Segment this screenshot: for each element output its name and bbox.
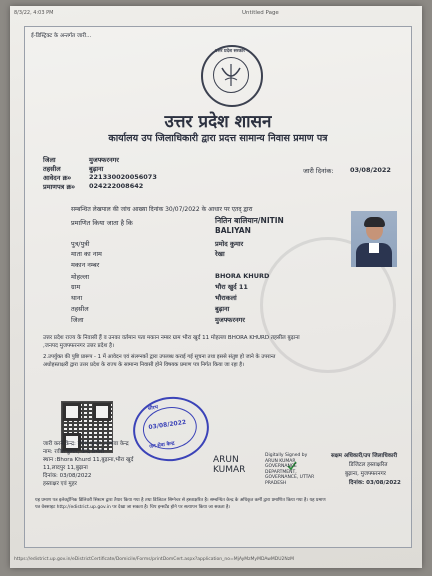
field-value-parent: प्रमोद कुमार	[215, 240, 244, 248]
field-label-district: जिला	[71, 316, 84, 324]
stamp-date: 03/08/2022	[148, 418, 187, 432]
residence-paragraph: उत्तर प्रदेश राज्य के निवासी हैं व उनका वर्तमान पता मकान नम्बर ग्राम भौरा खुर्द 11 मोहल्ला BHORA KHURD तहसील बुढ़ाना	[43, 335, 300, 341]
confirmation-paragraph-cont: अधोहस्ताक्षरी द्वारा उत्तर प्रदेश के राज्य के सामान्य निवासी होने विषयक प्रमाण पत्र निर्गत किया जा रहा है।	[43, 362, 245, 368]
field-label-village: ग्राम	[71, 283, 81, 291]
applicant-line-6: हस्ताक्षर एवं मुहर	[43, 481, 77, 487]
officer-line-4: दिनांक: 03/08/2022	[349, 480, 401, 486]
holder-photo	[351, 211, 397, 267]
officer-line-3: बुढ़ाना, मुजफ्फरनगर	[345, 471, 386, 477]
holder-name-line1: नितिन बालियान/NITIN	[215, 216, 284, 225]
emblem-text: उत्तर प्रदेश सरकार	[215, 49, 245, 54]
info-value-application-no: 221330020056073	[89, 173, 157, 181]
applicant-line-3: स्थान :Bhora Khurd 11,बुढ़ाना,भौरा खुर्द	[43, 457, 134, 463]
print-timestamp: 8/3/22, 4:03 PM	[14, 10, 54, 16]
issue-date-label: जारी दिनांक:	[303, 167, 334, 175]
field-value-district: मुजफ्फरनगर	[215, 316, 245, 324]
info-label-certificate-no: प्रमाणपत्र क्र०	[43, 183, 75, 191]
stamp-org: जन सेवा केन्द्र	[148, 440, 175, 451]
certificate-frame	[24, 26, 412, 548]
field-value-village: भौरा खुर्द 11	[215, 283, 248, 291]
info-label-district: जिला	[43, 156, 56, 164]
info-label-tehsil: तहसील	[43, 165, 61, 173]
holder-name-line2: BALIYAN	[215, 226, 251, 235]
certificate-subheading: कार्यालय उप जिलाधिकारी द्वारा प्रदत्त सामान्य निवास प्रमाण पत्र	[108, 133, 328, 144]
applicant-line-5: दिनांक: 03/08/2022	[43, 473, 92, 479]
field-value-mother: रेखा	[215, 250, 225, 258]
up-government-emblem-icon	[201, 45, 263, 107]
issue-date: 03/08/2022	[350, 166, 391, 174]
field-value-locality: BHORA KHURD	[215, 272, 270, 280]
digital-signer-name: ARUN KUMAR	[213, 455, 246, 475]
field-label-police-station: थाना	[71, 294, 83, 302]
info-value-certificate-no: 024222008642	[89, 182, 144, 190]
applicant-line-4: 11,लादपुर 11,बुढ़ाना	[43, 465, 88, 471]
field-value-tehsil: बुढ़ाना	[215, 305, 230, 313]
field-label-parent: पुत्र/पुत्री	[71, 240, 90, 248]
footer-note-cont: पत्र वेबसाइट http://edistrict.up.gov.in पर देखा जा सकता है। चिप इन्सर्टेड होने पर सत्यापन किया जा सकता है।	[35, 505, 231, 510]
csc-stamp	[129, 392, 213, 466]
applicant-line-1: जारी करने केन्द्र: रवीश कुमार,जनसेवा केन्द्र	[43, 441, 129, 447]
field-label-house-no: मकान नम्बर	[71, 261, 100, 269]
residence-paragraph-cont: ,जनपद मुजफ्फरनगर उत्तर प्रदेश है।	[43, 343, 115, 349]
confirmation-paragraph: 2.उपर्युक्त की पुष्टि प्रारूप - 1 में आवेदन एवं संलग्नकों द्वारा उपलब्ध कराई गई सूचना तथा इससे संतुष्ट हो जाने के उपरान्त	[43, 354, 276, 360]
field-value-police-station: भौराकलां	[215, 294, 237, 302]
stamp-name: सौरभ	[147, 404, 159, 412]
info-value-tehsil: बुढ़ाना	[89, 165, 104, 173]
officer-line-2: डिजिटल हस्ताक्षरित	[349, 462, 388, 468]
field-label-tehsil: तहसील	[71, 305, 89, 313]
info-label-application-no: आवेदन क्र०	[43, 174, 71, 182]
print-page-title: Untitled Page	[242, 10, 279, 16]
certify-label: प्रमाणित किया जाता है कि	[71, 219, 133, 227]
field-label-mother: माता का नाम	[71, 250, 102, 258]
certificate-heading: उत्तर प्रदेश शासन	[164, 112, 272, 132]
bow-fish-icon	[214, 58, 248, 92]
officer-line-1: सक्षम अधिकारी/उप जिलाधिकारी	[331, 453, 398, 459]
issued-under-note: ई-डिस्ट्रिक्ट के अन्तर्गत जारी...	[31, 33, 92, 39]
field-label-locality: मोहल्ला	[71, 273, 90, 281]
print-url: https://edistrict.up.gov.in/eDistrictCertificate/Domicile/Forms/printDomCert.aspx?application_no=MjAyMzMyMDAwMDU2NzM	[14, 557, 295, 562]
printed-page	[10, 6, 422, 568]
verification-intro: सम्बन्धित लेखपाल की जांच आख्या दिनांक 30/07/2022 के आधार पर एतद् द्वारा	[71, 206, 253, 213]
applicant-line-2: नाम: रवीश कुमार, केन्द्र प्रभारी	[43, 449, 104, 455]
digital-signature-details: Digitally Signed by ARUN KUMAR GOVERNANCE DEPARTMENT, GOVERNANCE, UTTAR PRADESH	[265, 453, 315, 486]
info-value-district: मुजफ्फरनगर	[89, 156, 119, 164]
footer-note: यह प्रमाण पत्र इलेक्ट्रॉनिक डिलिवरी सिस्टम द्वारा तैयार किया गया है तथा डिजिटल सिग्नेचर से हस्ताक्षरित है। सम्बन्धित केन्द्र के अधिकृत कर्मी द्वारा प्रमाणित किया गया है। यह प्रमाण	[35, 498, 326, 503]
